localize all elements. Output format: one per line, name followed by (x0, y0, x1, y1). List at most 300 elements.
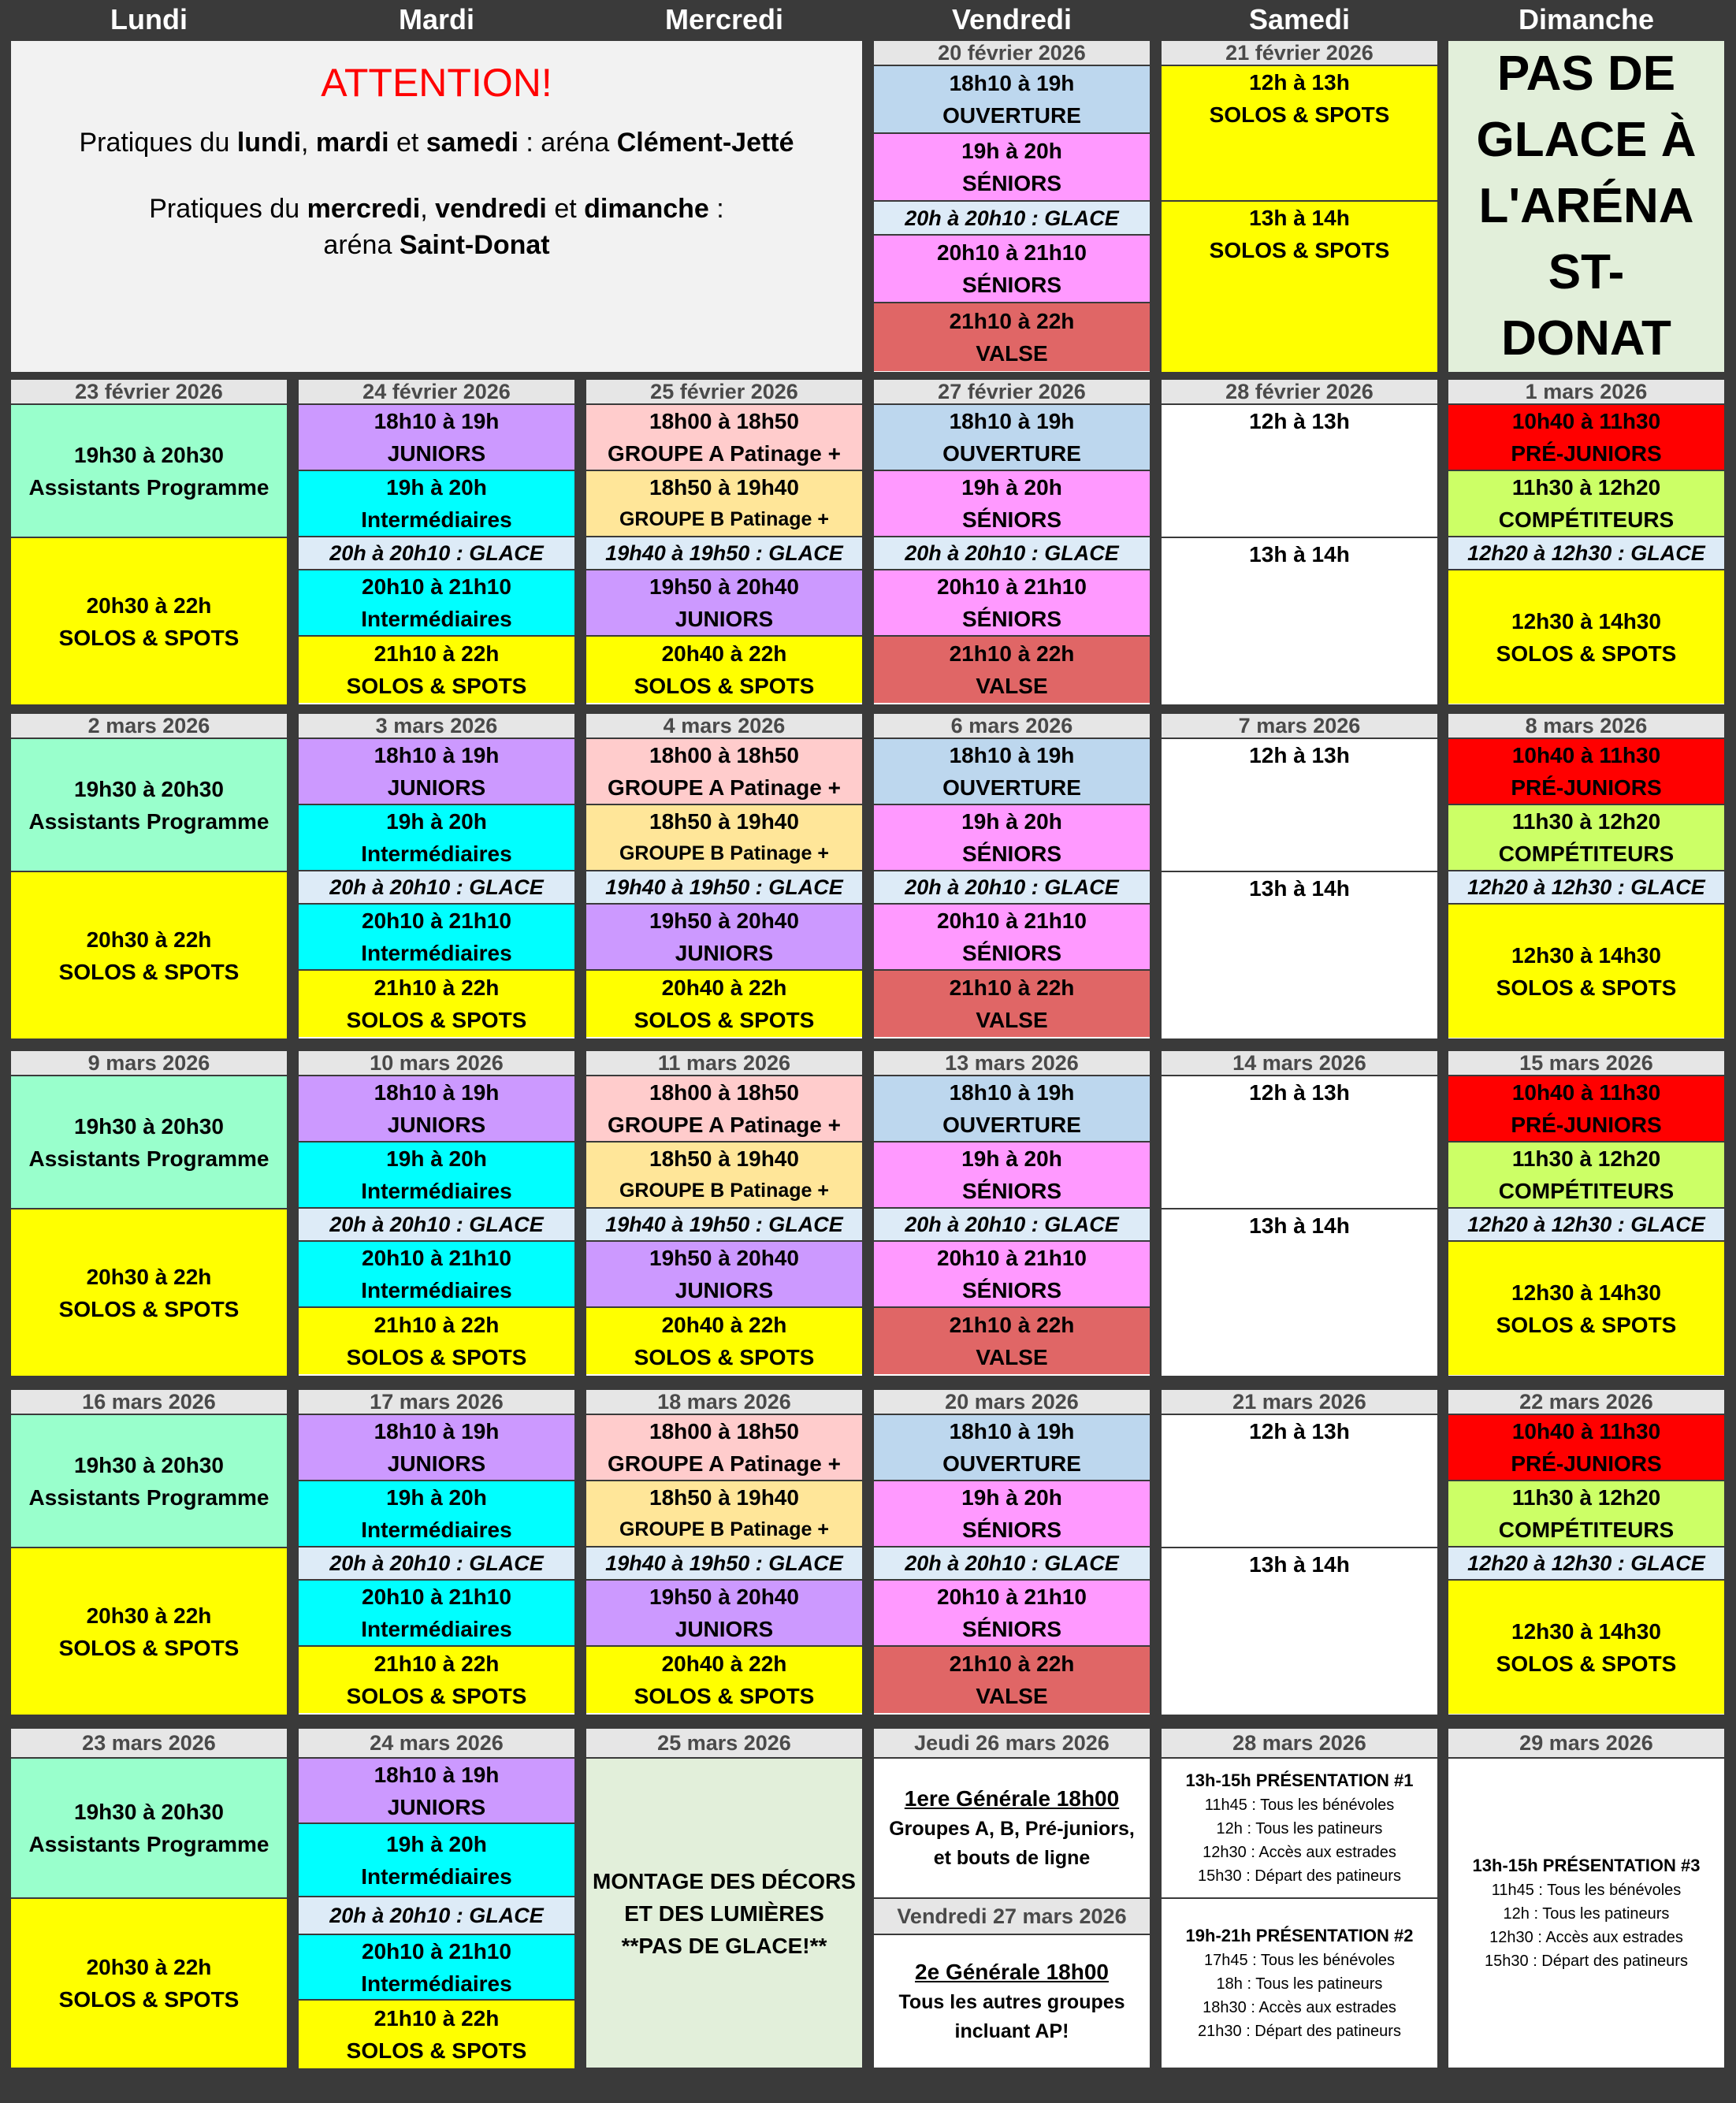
attention-notice (11, 41, 862, 372)
cell-date: Jeudi 26 mars 2026 (874, 1729, 1150, 1759)
block-time: 20h40 à 22h (661, 1652, 787, 1676)
block-group: SÉNIORS (961, 273, 1062, 297)
day-cell-mercredi-last (586, 1729, 862, 2068)
block-time: 12h20 à 12h30 : GLACE (1467, 1213, 1705, 1236)
block-group: SÉNIORS (961, 1518, 1062, 1542)
block-group: COMPÉTITEURS (1498, 1179, 1675, 1203)
block-glace (874, 537, 1150, 570)
cell-date: 24 mars 2026 (299, 1729, 574, 1759)
schedule-block (11, 405, 287, 538)
block-time: 21h10 à 22h (949, 641, 1075, 666)
presentation-line: 12h : Tous les patineurs (1216, 1820, 1383, 1837)
day-cell-mardi-last (299, 1729, 574, 2068)
text-bold: mardi (315, 128, 389, 158)
block-time: 20h10 à 21h10 (937, 240, 1087, 265)
block-group: Intermédiaires (361, 1863, 512, 1889)
block-time: 11h30 à 12h20 (1511, 809, 1661, 834)
block-time: 20h10 à 21h10 (362, 1246, 511, 1270)
block-group: Intermédiaires (361, 941, 512, 965)
block-time: 12h30 à 14h30 (1511, 942, 1661, 968)
schedule-block (299, 1415, 574, 1481)
schedule-block (586, 1143, 862, 1209)
block-group: SÉNIORS (961, 1617, 1062, 1641)
block-time: 19h50 à 20h40 (649, 1585, 799, 1609)
schedule-block (874, 405, 1150, 471)
day-cell-lundi-last (11, 1729, 287, 2068)
block-group: SOLOS & SPOTS (346, 1345, 527, 1369)
block-group: JUNIORS (387, 1113, 486, 1137)
day-cell-mercredi (586, 1051, 862, 1376)
block-group: SÉNIORS (961, 1278, 1062, 1302)
no-ice-line: PAS DE (1496, 46, 1676, 101)
cell-date: 28 février 2026 (1162, 380, 1437, 405)
header-vendredi: Vendredi (951, 3, 1072, 35)
block-time: 19h50 à 20h40 (649, 908, 799, 933)
block-group: SOLOS & SPOTS (58, 625, 240, 650)
schedule-block (586, 1581, 862, 1647)
text-bold: Saint-Donat (399, 230, 550, 260)
block-line: MONTAGE DES DÉCORS (593, 1868, 856, 1893)
schedule-block (1448, 805, 1724, 871)
block-time: 18h10 à 19h (374, 1762, 500, 1787)
block-presentation-3 (1448, 1759, 1724, 2068)
schedule-block (299, 1759, 574, 1824)
block-time: 19h à 20h (961, 1485, 1062, 1510)
block-glace (874, 1548, 1150, 1581)
block-time: 20h à 20h10 : GLACE (329, 541, 544, 565)
schedule-block (874, 1647, 1150, 1713)
presentation-line: 18h30 : Accès aux estrades (1203, 1999, 1396, 2016)
presentation-title: 13h-15h PRÉSENTATION #1 (1185, 1770, 1414, 1790)
block-group: JUNIORS (387, 1451, 486, 1476)
block-glace (1448, 537, 1724, 570)
generale-title: 1ere Générale 18h00 (904, 1786, 1120, 1811)
schedule-block (299, 570, 574, 637)
text: : (708, 194, 724, 224)
header-dimanche: Dimanche (1518, 3, 1655, 35)
cell-date: 22 mars 2026 (1448, 1390, 1724, 1415)
schedule-block (586, 805, 862, 871)
block-group: JUNIORS (675, 607, 774, 631)
block-time: 19h30 à 20h30 (74, 776, 224, 801)
schedule-block (1448, 1143, 1724, 1209)
schedule-block (1162, 66, 1437, 202)
block-time: 13h à 14h (1249, 206, 1350, 230)
block-group: Intermédiaires (361, 607, 512, 631)
schedule-block (1162, 202, 1437, 372)
block-group: Intermédiaires (361, 1971, 512, 1996)
schedule-block (1162, 405, 1437, 538)
block-line: ET DES LUMIÈRES (624, 1901, 824, 1926)
schedule-block (1448, 739, 1724, 805)
block-group: GROUPE A Patinage + (608, 1113, 841, 1137)
block-time: 19h à 20h (386, 1146, 487, 1171)
header-samedi: Samedi (1248, 3, 1351, 35)
block-group: OUVERTURE (942, 1113, 1081, 1137)
text: Pratiques du (149, 194, 307, 224)
cell-date: 7 mars 2026 (1162, 714, 1437, 739)
schedule-block (874, 1415, 1150, 1481)
block-time: 18h50 à 19h40 (649, 809, 799, 834)
cell-date: 10 mars 2026 (299, 1051, 574, 1076)
block-time: 18h10 à 19h (949, 71, 1075, 95)
block-time: 20h30 à 22h (86, 1603, 212, 1628)
cell-date: 27 février 2026 (874, 380, 1150, 405)
presentation-line: 17h45 : Tous les bénévoles (1203, 1952, 1396, 1969)
block-time: 19h40 à 19h50 : GLACE (605, 1213, 843, 1236)
block-group: JUNIORS (387, 1794, 486, 1819)
generale-line: et bouts de ligne (933, 1847, 1091, 1869)
block-time: 12h à 13h (1249, 409, 1350, 433)
day-cell-vendredi (874, 1390, 1150, 1715)
block-time: 21h10 à 22h (949, 1313, 1075, 1337)
block-time: 20h à 20h10 : GLACE (329, 1213, 544, 1236)
cell-date: 29 mars 2026 (1448, 1729, 1724, 1759)
text: : aréna (518, 128, 617, 158)
block-time: 19h30 à 20h30 (74, 1452, 224, 1477)
schedule-block (1162, 1076, 1437, 1209)
block-time: 20h30 à 22h (86, 1264, 212, 1289)
block-group: SÉNIORS (961, 171, 1062, 195)
day-cell-vendredi-last (874, 1729, 1150, 2068)
schedule-block (1448, 1581, 1724, 1714)
day-cell-mardi (299, 1051, 574, 1376)
block-time: 21h10 à 22h (374, 641, 500, 666)
schedule-block (1162, 1415, 1437, 1548)
schedule-block (299, 1143, 574, 1209)
day-cell-dimanche-last (1448, 1729, 1724, 2068)
schedule-block (586, 739, 862, 805)
day-cell-vendredi (874, 1051, 1150, 1376)
block-group: SOLOS & SPOTS (58, 1635, 240, 1660)
schedule-block (1162, 1209, 1437, 1376)
text: , (301, 128, 316, 158)
presentation-line: 12h : Tous les patineurs (1503, 1905, 1670, 1923)
block-group: GROUPE A Patinage + (608, 441, 841, 466)
text: Pratiques du (79, 128, 237, 158)
block-time: 20h à 20h10 : GLACE (329, 875, 544, 899)
schedule-block (874, 1481, 1150, 1548)
generale-line: Tous les autres groupes (898, 1991, 1125, 2013)
block-time: 11h30 à 12h20 (1511, 1146, 1661, 1171)
block-group: SÉNIORS (961, 842, 1062, 866)
block-time: 13h à 14h (1249, 1213, 1350, 1238)
schedule-block (299, 637, 574, 703)
block-group: GROUPE A Patinage + (608, 775, 841, 800)
block-time: 20h à 20h10 : GLACE (905, 206, 1119, 230)
block-time: 21h10 à 22h (949, 309, 1075, 333)
block-group: SOLOS & SPOTS (1496, 1651, 1677, 1676)
block-group: SOLOS & SPOTS (1209, 102, 1390, 127)
schedule-block (299, 1308, 574, 1374)
block-group: Intermédiaires (361, 1278, 512, 1302)
schedule-block (1448, 1076, 1724, 1143)
schedule-block (586, 1481, 862, 1548)
text-bold: Clément-Jetté (616, 128, 794, 158)
block-time: 18h00 à 18h50 (649, 1419, 799, 1443)
block-group: Intermédiaires (361, 1518, 512, 1542)
day-cell-dimanche (1448, 1390, 1724, 1715)
block-group: SOLOS & SPOTS (634, 1684, 815, 1708)
cell-date: 20 mars 2026 (874, 1390, 1150, 1415)
block-group: COMPÉTITEURS (1498, 842, 1675, 866)
block-group: SOLOS & SPOTS (346, 2038, 527, 2063)
schedule-block (1448, 1242, 1724, 1375)
block-time: 18h10 à 19h (374, 409, 500, 433)
block-assistants (11, 1759, 287, 1899)
block-group: Assistants Programme (28, 474, 270, 500)
block-time: 12h30 à 14h30 (1511, 608, 1661, 634)
cell-date: 25 mars 2026 (586, 1729, 862, 1759)
cell-date: 28 mars 2026 (1162, 1729, 1437, 1759)
schedule-block (586, 405, 862, 471)
day-cell-vendredi (874, 714, 1150, 1038)
day-cell-vendredi (874, 380, 1150, 704)
attention-title: ATTENTION! (321, 61, 552, 105)
block-glace (299, 537, 574, 570)
day-cell-samedi (1162, 380, 1437, 704)
block-group: SOLOS & SPOTS (58, 1296, 240, 1321)
schedule-block (874, 805, 1150, 871)
generale-title: 2e Générale 18h00 (915, 1960, 1109, 1984)
block-time: 20h30 à 22h (86, 593, 212, 618)
block-group: GROUPE A Patinage + (608, 1451, 841, 1476)
block-time: 12h à 13h (1249, 70, 1350, 95)
block-group: SOLOS & SPOTS (634, 1008, 815, 1032)
schedule-block (586, 1647, 862, 1713)
block-group: Assistants Programme (28, 1832, 270, 1856)
block-time: 20h10 à 21h10 (362, 1938, 511, 1964)
block-time: 10h40 à 11h30 (1511, 1419, 1661, 1443)
schedule-block (1448, 570, 1724, 704)
cell-date: 4 mars 2026 (586, 714, 862, 739)
schedule-block (1162, 1548, 1437, 1715)
block-time: 18h50 à 19h40 (649, 1485, 799, 1510)
schedule-block (11, 538, 287, 704)
attention-line-2 (11, 191, 862, 227)
day-cell-mercredi (586, 1390, 862, 1715)
schedule-block (874, 471, 1150, 537)
block-time: 19h30 à 20h30 (74, 1800, 224, 1824)
block-time: 18h00 à 18h50 (649, 409, 799, 433)
block-group: PRÉ-JUNIORS (1511, 1451, 1662, 1476)
block-group: GROUPE B Patinage + (619, 1180, 830, 1202)
cell-date: 6 mars 2026 (874, 714, 1150, 739)
block-group: GROUPE B Patinage + (619, 508, 830, 530)
block-group: VALSE (976, 341, 1048, 366)
block-glace (299, 1897, 574, 1935)
schedule-block (299, 739, 574, 805)
text-bold: mercredi (307, 194, 421, 224)
attention-line-3 (11, 227, 862, 263)
presentation-line: 11h45 : Tous les bénévoles (1491, 1882, 1682, 1899)
schedule-block (11, 1415, 287, 1548)
block-group: Assistants Programme (28, 1146, 270, 1171)
schedule-block (874, 739, 1150, 805)
schedule-block (1162, 739, 1437, 872)
schedule-block (874, 236, 1150, 303)
block-group: SOLOS & SPOTS (346, 674, 527, 698)
block-group: SÉNIORS (961, 1179, 1062, 1203)
cell-date: 15 mars 2026 (1448, 1051, 1724, 1076)
schedule-block (299, 2001, 574, 2068)
block-time: 18h10 à 19h (949, 743, 1075, 767)
block-time: 12h20 à 12h30 : GLACE (1467, 541, 1705, 565)
cell-date: 18 mars 2026 (586, 1390, 862, 1415)
header-mercredi: Mercredi (664, 3, 784, 35)
cell-date: 2 mars 2026 (11, 714, 287, 739)
schedule-block (299, 1581, 574, 1647)
block-time: 21h10 à 22h (949, 975, 1075, 1000)
no-ice-line: L'ARÉNA ST- (1478, 179, 1694, 299)
block-time: 19h50 à 20h40 (649, 1246, 799, 1270)
block-glace (586, 1209, 862, 1242)
schedule-block (1162, 872, 1437, 1038)
block-group: SOLOS & SPOTS (346, 1008, 527, 1032)
block-time: 20h10 à 21h10 (937, 1585, 1087, 1609)
day-cell-samedi (1162, 1051, 1437, 1376)
block-time: 19h30 à 20h30 (74, 1113, 224, 1139)
block-time: 18h10 à 19h (949, 409, 1075, 433)
block-time: 20h à 20h10 : GLACE (905, 541, 1119, 565)
block-time: 20h à 20h10 : GLACE (905, 1551, 1119, 1575)
block-group: Assistants Programme (28, 1484, 270, 1510)
schedule-block (586, 905, 862, 971)
presentation-line: 15h30 : Départ des patineurs (1198, 1867, 1401, 1885)
cell-date: 13 mars 2026 (874, 1051, 1150, 1076)
schedule-block (874, 1143, 1150, 1209)
block-group: VALSE (976, 1684, 1048, 1708)
schedule-block (299, 405, 574, 471)
block-time: 18h10 à 19h (374, 1419, 500, 1443)
presentation-line: 12h30 : Accès aux estrades (1203, 1844, 1396, 1861)
schedule-block (1448, 1481, 1724, 1548)
schedule-block (1448, 471, 1724, 537)
block-time: 12h30 à 14h30 (1511, 1618, 1661, 1644)
day-cell-dimanche (1448, 1051, 1724, 1376)
block-group: OUVERTURE (942, 775, 1081, 800)
block-group: SOLOS & SPOTS (58, 959, 240, 984)
block-group: PRÉ-JUNIORS (1511, 1113, 1662, 1137)
schedule-block (874, 1242, 1150, 1308)
block-time: 19h40 à 19h50 : GLACE (605, 541, 843, 565)
presentation-line: 15h30 : Départ des patineurs (1485, 1953, 1688, 1970)
block-time: 12h20 à 12h30 : GLACE (1467, 1551, 1705, 1575)
schedule-block (11, 739, 287, 872)
no-ice-notice (1448, 41, 1724, 372)
schedule-block (874, 971, 1150, 1037)
day-cell-lundi (11, 1390, 287, 1715)
block-time: 10h40 à 11h30 (1511, 743, 1661, 767)
block-time: 18h10 à 19h (374, 743, 500, 767)
block-time: 19h à 20h (386, 1485, 487, 1510)
block-time: 20h10 à 21h10 (937, 574, 1087, 599)
block-time: 18h10 à 19h (949, 1080, 1075, 1105)
block-glace (586, 537, 862, 570)
day-cell-mardi (299, 380, 574, 704)
schedule-block (874, 637, 1150, 703)
block-presentation-2 (1162, 1899, 1437, 2068)
block-group: SOLOS & SPOTS (1496, 641, 1677, 666)
schedule-block (299, 1647, 574, 1713)
block-time: 20h10 à 21h10 (362, 1585, 511, 1609)
day-cell-dimanche (1448, 380, 1724, 704)
schedule-block (874, 1076, 1150, 1143)
schedule-block (586, 1308, 862, 1374)
block-group: COMPÉTITEURS (1498, 507, 1675, 532)
schedule-block (299, 1242, 574, 1308)
cell-date: 24 février 2026 (299, 380, 574, 405)
block-time: 20h30 à 22h (86, 1955, 212, 1979)
schedule-block (1448, 405, 1724, 471)
schedule-block (1448, 905, 1724, 1038)
block-group: GROUPE B Patinage + (619, 842, 830, 864)
cell-date: 23 mars 2026 (11, 1729, 287, 1759)
schedule-block (11, 1076, 287, 1209)
no-ice-line: GLACE À (1476, 113, 1697, 167)
block-time: 19h à 20h (386, 809, 487, 834)
block-time: 18h10 à 19h (949, 1419, 1075, 1443)
block-time: 20h40 à 22h (661, 975, 787, 1000)
block-time: 12h à 13h (1249, 1419, 1350, 1443)
schedule-block (299, 805, 574, 871)
block-group: PRÉ-JUNIORS (1511, 775, 1662, 800)
schedule-block (874, 570, 1150, 637)
block-group: OUVERTURE (942, 441, 1081, 466)
schedule-block (299, 971, 574, 1037)
schedule-block (874, 1308, 1150, 1374)
block-time: 11h30 à 12h20 (1511, 475, 1661, 500)
block-group: Intermédiaires (361, 1617, 512, 1641)
block-glace (874, 1209, 1150, 1242)
day-cell-vendredi (874, 41, 1150, 372)
cell-date: Vendredi 27 mars 2026 (874, 1899, 1150, 1935)
block-glace (586, 1548, 862, 1581)
schedule-block (874, 134, 1150, 202)
day-cell-samedi (1162, 714, 1437, 1038)
block-time: 20h30 à 22h (86, 927, 212, 952)
schedule-block (1162, 538, 1437, 704)
block-time: 12h à 13h (1249, 1080, 1350, 1105)
schedule-block (299, 1481, 574, 1548)
presentation-title: 19h-21h PRÉSENTATION #2 (1185, 1926, 1414, 1945)
cell-date: 9 mars 2026 (11, 1051, 287, 1076)
presentation-line: 12h30 : Accès aux estrades (1489, 1929, 1683, 1946)
day-cell-samedi (1162, 1390, 1437, 1715)
block-solos (11, 1899, 287, 2068)
block-group: SÉNIORS (961, 941, 1062, 965)
schedule-block (586, 971, 862, 1037)
text-bold: samedi (426, 128, 519, 158)
block-time: 18h00 à 18h50 (649, 743, 799, 767)
day-cell-samedi-last (1162, 1729, 1437, 2068)
block-line: **PAS DE GLACE!** (621, 1933, 827, 1958)
schedule-block (11, 872, 287, 1038)
cell-date: 11 mars 2026 (586, 1051, 862, 1076)
schedule-block (586, 1076, 862, 1143)
attention-line-1 (11, 124, 862, 161)
block-time: 12h à 13h (1249, 743, 1350, 767)
block-glace (299, 1209, 574, 1242)
block-time: 19h à 20h (961, 809, 1062, 834)
block-glace (874, 871, 1150, 905)
schedule-block (586, 637, 862, 703)
block-group: OUVERTURE (942, 103, 1081, 128)
text: et (388, 128, 426, 158)
block-time: 13h à 14h (1249, 542, 1350, 567)
schedule-block (299, 1076, 574, 1143)
block-time: 19h à 20h (386, 1831, 487, 1856)
